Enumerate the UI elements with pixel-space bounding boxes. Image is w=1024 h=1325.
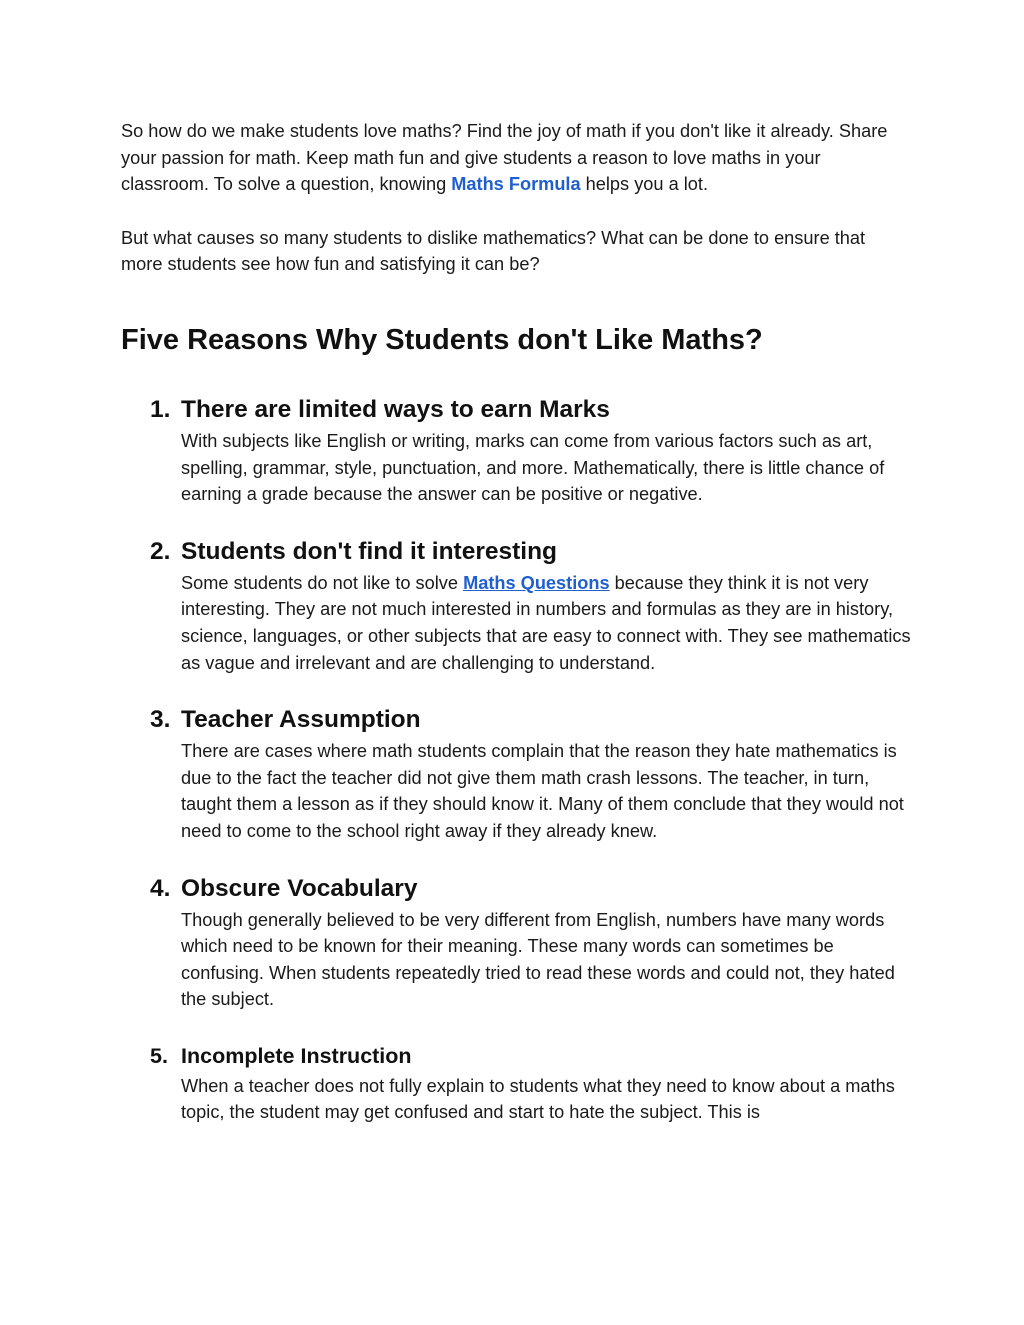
reason-item-2	[121, 537, 911, 676]
reason-body	[181, 570, 911, 676]
reason-body: There are cases where math students complain that the reason they hate mathematics is due to the fact the teacher did not give them math crash lessons. The teacher, in turn, taught them a lesson as if they should know it. Many of them conclude that they would not need to come to the school right away if they already knew.	[181, 741, 904, 841]
reason-item-3	[121, 705, 911, 844]
document-page	[121, 118, 911, 1126]
reason-heading: Teacher Assumption	[181, 706, 421, 734]
reason-text-after-link: because they think it is not very interesting. They are not much interested in numbers and formulas as they are in history, science, languages, or other subjects that are easy to connect with. They see mathematics as vague and irrelevant and are challenging to understand.	[181, 572, 911, 673]
reason-number: 5.	[150, 1043, 168, 1068]
reasons-list	[121, 395, 911, 1126]
reason-item-5	[121, 1042, 911, 1126]
reason-body: Though generally believed to be very different from English, numbers have many words which need to be known for their meaning. These many words can sometimes be confusing. When students repeatedly tried to read these words and could not, they hated the subject.	[181, 909, 895, 1010]
reason-heading: Obscure Vocabulary	[181, 874, 418, 902]
reason-number: 2.	[150, 537, 171, 565]
reason-body: With subjects like English or writing, marks can come from various factors such as art, spelling, grammar, style, punctuation, and more. Mathematically, there is little chance of earning a grade because the answer can be positive or negative.	[181, 430, 885, 505]
reason-heading: Students don't find it interesting	[181, 537, 558, 565]
reason-body: When a teacher does not fully explain to students what they need to know about a maths topic, the student may get confused and start to hate the subject. This is	[181, 1075, 895, 1123]
reason-text-before-link: Some students do not like to solve	[181, 572, 464, 593]
intro-paragraph-1	[121, 118, 911, 198]
page-title: Five Reasons Why Students don't Like Maths?	[121, 323, 763, 356]
reason-number: 1.	[150, 395, 171, 423]
reason-number: 4.	[150, 874, 171, 902]
intro-paragraph-2: But what causes so many students to dislike mathematics? What can be done to ensure that more students see how fun and satisfying it can be?	[121, 227, 866, 275]
intro-text-after-link: helps you a lot.	[580, 174, 709, 195]
intro-text-before-link: So how do we make students love maths? Find the joy of math if you don't like it already. Share your passion for math. Keep math fun and give students a reason to love maths in your classroom. To solve a question, knowing	[121, 121, 888, 195]
maths-formula-link[interactable]: Maths Formula	[451, 174, 581, 195]
reason-item-4	[121, 874, 911, 1013]
reason-number: 3.	[150, 706, 171, 734]
reason-heading: There are limited ways to earn Marks	[181, 395, 610, 423]
reason-item-1	[121, 395, 911, 508]
reason-heading: Incomplete Instruction	[181, 1043, 412, 1068]
maths-questions-link[interactable]: Maths Questions	[463, 572, 610, 593]
